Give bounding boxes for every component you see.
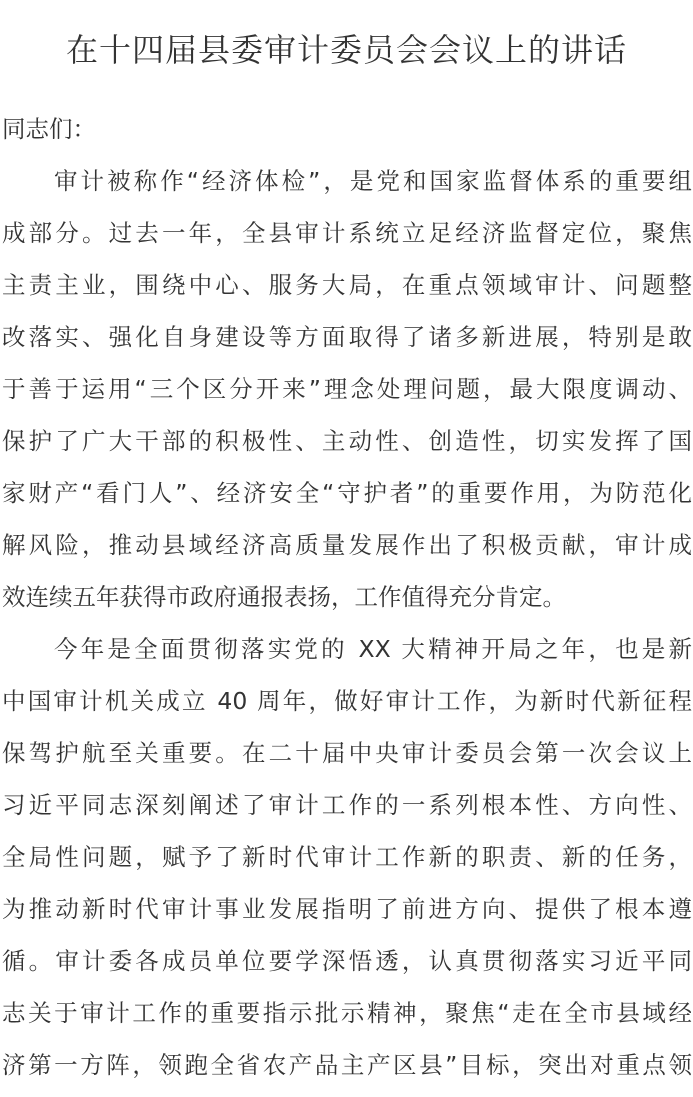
paragraph-1-line-7: 家财产“看门人”、经济安全“守护者”的重要作用，为防范化	[2, 479, 692, 507]
paragraph-1-line-8: 解风险，推动县域经济高质量发展作出了积极贡献，审计成	[2, 531, 692, 559]
paragraph-1-line-4: 改落实、强化自身建设等方面取得了诸多新进展，特别是敢	[2, 323, 692, 351]
paragraph-2-line-2: 中国审计机关成立 40 周年，做好审计工作，为新时代新征程	[2, 687, 692, 715]
paragraph-1-line-5: 于善于运用“三个区分开来”理念处理问题，最大限度调动、	[2, 375, 692, 403]
salutation: 同志们：	[2, 115, 96, 143]
paragraph-2-line-3: 保驾护航至关重要。在二十届中央审计委员会第一次会议上	[2, 739, 692, 767]
paragraph-1-line-2: 成部分。过去一年，全县审计系统立足经济监督定位，聚焦	[2, 219, 692, 247]
paragraph-2-line-9: 济第一方阵，领跑全省农产品主产区县”目标，突出对重点领	[2, 1051, 692, 1079]
article-title: 在十四届县委审计委员会会议上的讲话	[65, 31, 627, 69]
paragraph-2-line-8: 志关于审计工作的重要指示批示精神，聚焦“走在全市县域经	[2, 999, 692, 1027]
article-body	[2, 103, 692, 1091]
paragraph-1-line-3: 主责主业，围绕中心、服务大局，在重点领域审计、问题整	[2, 271, 692, 299]
paragraph-1-line-6: 保护了广大干部的积极性、主动性、创造性，切实发挥了国	[2, 427, 692, 455]
paragraph-2-line-5: 全局性问题，赋予了新时代审计工作新的职责、新的任务，	[2, 843, 692, 871]
paragraph-2-line-4: 习近平同志深刻阐述了审计工作的一系列根本性、方向性、	[2, 791, 692, 819]
paragraph-2-line-6: 为推动新时代审计事业发展指明了前进方向、提供了根本遵	[2, 895, 692, 923]
paragraph-2-line-1: 今年是全面贯彻落实党的 XX 大精神开局之年，也是新	[54, 635, 692, 663]
paragraph-1-line-1: 审计被称作“经济体检”，是党和国家监督体系的重要组	[54, 167, 692, 195]
paragraph-1-line-9: 效连续五年获得市政府通报表扬，工作值得充分肯定。	[2, 583, 566, 611]
paragraph-2-line-7: 循。审计委各成员单位要学深悟透，认真贯彻落实习近平同	[2, 947, 692, 975]
